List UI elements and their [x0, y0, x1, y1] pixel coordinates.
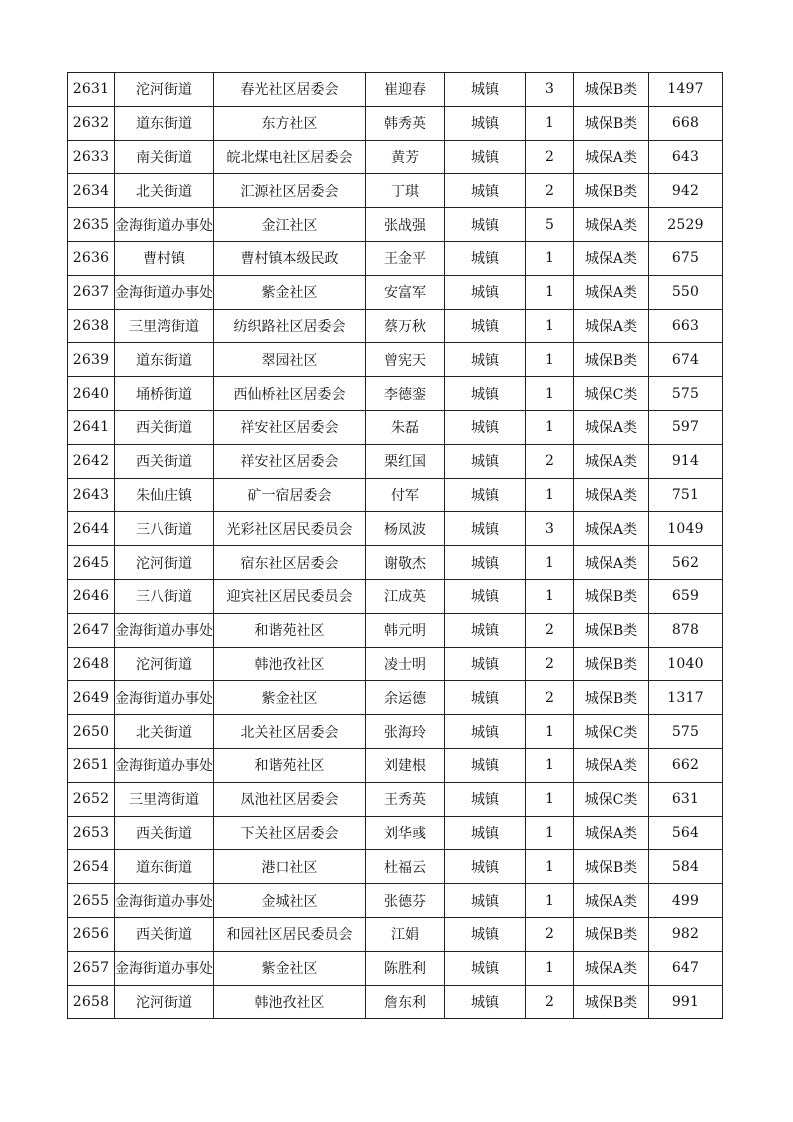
- table-row: [68, 241, 723, 275]
- name-cell: 谢敬杰: [366, 546, 445, 580]
- name-cell: 江成英: [366, 579, 445, 613]
- serial-number-cell: 2637: [68, 275, 115, 309]
- table-row: [68, 816, 723, 850]
- serial-number-cell: 2632: [68, 106, 115, 140]
- community-cell: 春光社区居委会: [214, 73, 366, 107]
- table-row: [68, 681, 723, 715]
- amount-cell: 1040: [649, 647, 723, 681]
- subdistrict-cell: 金海街道办事处: [115, 208, 214, 242]
- amount-cell: 942: [649, 174, 723, 208]
- name-cell: 陈胜利: [366, 951, 445, 985]
- category-cell: 城保C类: [574, 782, 649, 816]
- table-row: [68, 410, 723, 444]
- serial-number-cell: 2648: [68, 647, 115, 681]
- table-row: [68, 174, 723, 208]
- household-size-cell: 5: [526, 208, 574, 242]
- category-cell: 城保B类: [574, 579, 649, 613]
- area-type-cell: 城镇: [445, 174, 526, 208]
- serial-number-cell: 2645: [68, 546, 115, 580]
- subdistrict-cell: 三里湾街道: [115, 309, 214, 343]
- category-cell: 城保B类: [574, 647, 649, 681]
- amount-cell: 647: [649, 951, 723, 985]
- area-type-cell: 城镇: [445, 884, 526, 918]
- household-size-cell: 3: [526, 73, 574, 107]
- subdistrict-cell: 曹村镇: [115, 241, 214, 275]
- area-type-cell: 城镇: [445, 444, 526, 478]
- community-cell: 韩池孜社区: [214, 647, 366, 681]
- name-cell: 黄芳: [366, 140, 445, 174]
- amount-cell: 550: [649, 275, 723, 309]
- subdistrict-cell: 沱河街道: [115, 73, 214, 107]
- area-type-cell: 城镇: [445, 410, 526, 444]
- subdistrict-cell: 北关街道: [115, 715, 214, 749]
- table-row: [68, 140, 723, 174]
- category-cell: 城保C类: [574, 377, 649, 411]
- table-row: [68, 985, 723, 1019]
- table-row: [68, 275, 723, 309]
- community-cell: 皖北煤电社区居委会: [214, 140, 366, 174]
- amount-cell: 499: [649, 884, 723, 918]
- table-row: [68, 444, 723, 478]
- household-size-cell: 2: [526, 917, 574, 951]
- serial-number-cell: 2649: [68, 681, 115, 715]
- subdistrict-cell: 沱河街道: [115, 985, 214, 1019]
- serial-number-cell: 2651: [68, 748, 115, 782]
- name-cell: 栗红国: [366, 444, 445, 478]
- area-type-cell: 城镇: [445, 715, 526, 749]
- community-cell: 凤池社区居委会: [214, 782, 366, 816]
- subdistrict-cell: 金海街道办事处: [115, 613, 214, 647]
- community-cell: 北关社区居委会: [214, 715, 366, 749]
- household-size-cell: 1: [526, 546, 574, 580]
- area-type-cell: 城镇: [445, 106, 526, 140]
- subdistrict-cell: 埇桥街道: [115, 377, 214, 411]
- amount-cell: 564: [649, 816, 723, 850]
- area-type-cell: 城镇: [445, 951, 526, 985]
- household-size-cell: 1: [526, 816, 574, 850]
- subdistrict-cell: 北关街道: [115, 174, 214, 208]
- serial-number-cell: 2653: [68, 816, 115, 850]
- amount-cell: 662: [649, 748, 723, 782]
- amount-cell: 982: [649, 917, 723, 951]
- table-row: [68, 951, 723, 985]
- subdistrict-cell: 西关街道: [115, 444, 214, 478]
- serial-number-cell: 2636: [68, 241, 115, 275]
- name-cell: 朱磊: [366, 410, 445, 444]
- area-type-cell: 城镇: [445, 613, 526, 647]
- household-size-cell: 1: [526, 343, 574, 377]
- amount-cell: 575: [649, 377, 723, 411]
- area-type-cell: 城镇: [445, 681, 526, 715]
- household-size-cell: 1: [526, 478, 574, 512]
- household-size-cell: 1: [526, 884, 574, 918]
- serial-number-cell: 2646: [68, 579, 115, 613]
- serial-number-cell: 2654: [68, 850, 115, 884]
- household-size-cell: 2: [526, 985, 574, 1019]
- name-cell: 张德芬: [366, 884, 445, 918]
- name-cell: 王金平: [366, 241, 445, 275]
- amount-cell: 562: [649, 546, 723, 580]
- community-cell: 曹村镇本级民政: [214, 241, 366, 275]
- subdistrict-cell: 沱河街道: [115, 546, 214, 580]
- table-row: [68, 309, 723, 343]
- community-cell: 翠园社区: [214, 343, 366, 377]
- serial-number-cell: 2647: [68, 613, 115, 647]
- name-cell: 杜福云: [366, 850, 445, 884]
- community-cell: 迎宾社区居民委员会: [214, 579, 366, 613]
- household-size-cell: 1: [526, 748, 574, 782]
- household-size-cell: 1: [526, 579, 574, 613]
- household-size-cell: 2: [526, 681, 574, 715]
- amount-cell: 584: [649, 850, 723, 884]
- category-cell: 城保B类: [574, 850, 649, 884]
- subdistrict-cell: 三里湾街道: [115, 782, 214, 816]
- serial-number-cell: 2643: [68, 478, 115, 512]
- category-cell: 城保A类: [574, 884, 649, 918]
- community-cell: 东方社区: [214, 106, 366, 140]
- community-cell: 韩池孜社区: [214, 985, 366, 1019]
- table-row: [68, 884, 723, 918]
- name-cell: 付军: [366, 478, 445, 512]
- subdistrict-cell: 西关街道: [115, 410, 214, 444]
- serial-number-cell: 2639: [68, 343, 115, 377]
- name-cell: 杨凤波: [366, 512, 445, 546]
- household-size-cell: 2: [526, 444, 574, 478]
- name-cell: 张海玲: [366, 715, 445, 749]
- community-cell: 金城社区: [214, 884, 366, 918]
- name-cell: 蔡万秋: [366, 309, 445, 343]
- community-cell: 和谐苑社区: [214, 613, 366, 647]
- household-size-cell: 2: [526, 140, 574, 174]
- amount-cell: 631: [649, 782, 723, 816]
- community-cell: 宿东社区居委会: [214, 546, 366, 580]
- area-type-cell: 城镇: [445, 241, 526, 275]
- household-size-cell: 1: [526, 410, 574, 444]
- amount-cell: 1049: [649, 512, 723, 546]
- serial-number-cell: 2631: [68, 73, 115, 107]
- category-cell: 城保B类: [574, 174, 649, 208]
- name-cell: 曾宪天: [366, 343, 445, 377]
- household-size-cell: 1: [526, 715, 574, 749]
- amount-cell: 914: [649, 444, 723, 478]
- name-cell: 丁琪: [366, 174, 445, 208]
- name-cell: 詹东利: [366, 985, 445, 1019]
- subdistrict-cell: 朱仙庄镇: [115, 478, 214, 512]
- category-cell: 城保A类: [574, 546, 649, 580]
- area-type-cell: 城镇: [445, 309, 526, 343]
- serial-number-cell: 2638: [68, 309, 115, 343]
- table-row: [68, 208, 723, 242]
- amount-cell: 675: [649, 241, 723, 275]
- area-type-cell: 城镇: [445, 850, 526, 884]
- name-cell: 刘华彧: [366, 816, 445, 850]
- category-cell: 城保A类: [574, 410, 649, 444]
- area-type-cell: 城镇: [445, 478, 526, 512]
- household-size-cell: 1: [526, 241, 574, 275]
- area-type-cell: 城镇: [445, 917, 526, 951]
- serial-number-cell: 2633: [68, 140, 115, 174]
- community-cell: 金江社区: [214, 208, 366, 242]
- beneficiary-table: [67, 72, 723, 1019]
- subdistrict-cell: 三八街道: [115, 512, 214, 546]
- amount-cell: 2529: [649, 208, 723, 242]
- name-cell: 张战强: [366, 208, 445, 242]
- community-cell: 和谐苑社区: [214, 748, 366, 782]
- area-type-cell: 城镇: [445, 985, 526, 1019]
- category-cell: 城保A类: [574, 512, 649, 546]
- household-size-cell: 1: [526, 782, 574, 816]
- community-cell: 紫金社区: [214, 275, 366, 309]
- serial-number-cell: 2655: [68, 884, 115, 918]
- community-cell: 和园社区居民委员会: [214, 917, 366, 951]
- category-cell: 城保A类: [574, 309, 649, 343]
- subdistrict-cell: 道东街道: [115, 106, 214, 140]
- community-cell: 港口社区: [214, 850, 366, 884]
- household-size-cell: 2: [526, 613, 574, 647]
- amount-cell: 878: [649, 613, 723, 647]
- subdistrict-cell: 金海街道办事处: [115, 951, 214, 985]
- community-cell: 祥安社区居委会: [214, 410, 366, 444]
- community-cell: 汇源社区居委会: [214, 174, 366, 208]
- community-cell: 紫金社区: [214, 681, 366, 715]
- table-body: [68, 73, 723, 1019]
- name-cell: 余运德: [366, 681, 445, 715]
- name-cell: 李德銮: [366, 377, 445, 411]
- category-cell: 城保A类: [574, 478, 649, 512]
- subdistrict-cell: 金海街道办事处: [115, 275, 214, 309]
- area-type-cell: 城镇: [445, 208, 526, 242]
- area-type-cell: 城镇: [445, 343, 526, 377]
- category-cell: 城保A类: [574, 140, 649, 174]
- amount-cell: 1317: [649, 681, 723, 715]
- serial-number-cell: 2658: [68, 985, 115, 1019]
- amount-cell: 991: [649, 985, 723, 1019]
- table-row: [68, 377, 723, 411]
- serial-number-cell: 2641: [68, 410, 115, 444]
- household-size-cell: 1: [526, 377, 574, 411]
- category-cell: 城保B类: [574, 917, 649, 951]
- area-type-cell: 城镇: [445, 73, 526, 107]
- subdistrict-cell: 三八街道: [115, 579, 214, 613]
- category-cell: 城保B类: [574, 343, 649, 377]
- area-type-cell: 城镇: [445, 647, 526, 681]
- area-type-cell: 城镇: [445, 140, 526, 174]
- name-cell: 江娟: [366, 917, 445, 951]
- name-cell: 王秀英: [366, 782, 445, 816]
- name-cell: 韩元明: [366, 613, 445, 647]
- category-cell: 城保C类: [574, 715, 649, 749]
- category-cell: 城保A类: [574, 444, 649, 478]
- household-size-cell: 1: [526, 309, 574, 343]
- serial-number-cell: 2650: [68, 715, 115, 749]
- community-cell: 下关社区居委会: [214, 816, 366, 850]
- name-cell: 凌士明: [366, 647, 445, 681]
- area-type-cell: 城镇: [445, 782, 526, 816]
- household-size-cell: 1: [526, 850, 574, 884]
- table-row: [68, 73, 723, 107]
- table-row: [68, 512, 723, 546]
- household-size-cell: 2: [526, 647, 574, 681]
- category-cell: 城保B类: [574, 985, 649, 1019]
- name-cell: 安富军: [366, 275, 445, 309]
- area-type-cell: 城镇: [445, 748, 526, 782]
- household-size-cell: 3: [526, 512, 574, 546]
- amount-cell: 659: [649, 579, 723, 613]
- subdistrict-cell: 金海街道办事处: [115, 884, 214, 918]
- amount-cell: 663: [649, 309, 723, 343]
- community-cell: 纺织路社区居委会: [214, 309, 366, 343]
- category-cell: 城保B类: [574, 681, 649, 715]
- table-row: [68, 647, 723, 681]
- serial-number-cell: 2635: [68, 208, 115, 242]
- community-cell: 光彩社区居民委员会: [214, 512, 366, 546]
- table-row: [68, 343, 723, 377]
- amount-cell: 751: [649, 478, 723, 512]
- category-cell: 城保A类: [574, 208, 649, 242]
- area-type-cell: 城镇: [445, 579, 526, 613]
- category-cell: 城保A类: [574, 241, 649, 275]
- subdistrict-cell: 南关街道: [115, 140, 214, 174]
- area-type-cell: 城镇: [445, 512, 526, 546]
- table-row: [68, 579, 723, 613]
- table-row: [68, 748, 723, 782]
- household-size-cell: 1: [526, 951, 574, 985]
- serial-number-cell: 2640: [68, 377, 115, 411]
- subdistrict-cell: 西关街道: [115, 917, 214, 951]
- subdistrict-cell: 金海街道办事处: [115, 681, 214, 715]
- category-cell: 城保B类: [574, 613, 649, 647]
- amount-cell: 668: [649, 106, 723, 140]
- name-cell: 崔迎春: [366, 73, 445, 107]
- household-size-cell: 1: [526, 275, 574, 309]
- subdistrict-cell: 金海街道办事处: [115, 748, 214, 782]
- serial-number-cell: 2652: [68, 782, 115, 816]
- area-type-cell: 城镇: [445, 377, 526, 411]
- amount-cell: 575: [649, 715, 723, 749]
- serial-number-cell: 2644: [68, 512, 115, 546]
- name-cell: 韩秀英: [366, 106, 445, 140]
- name-cell: 刘建根: [366, 748, 445, 782]
- household-size-cell: 2: [526, 174, 574, 208]
- community-cell: 西仙桥社区居委会: [214, 377, 366, 411]
- table-row: [68, 850, 723, 884]
- area-type-cell: 城镇: [445, 546, 526, 580]
- category-cell: 城保A类: [574, 748, 649, 782]
- category-cell: 城保A类: [574, 275, 649, 309]
- amount-cell: 597: [649, 410, 723, 444]
- table-row: [68, 782, 723, 816]
- table-row: [68, 106, 723, 140]
- household-size-cell: 1: [526, 106, 574, 140]
- category-cell: 城保A类: [574, 951, 649, 985]
- table-row: [68, 715, 723, 749]
- category-cell: 城保B类: [574, 73, 649, 107]
- area-type-cell: 城镇: [445, 275, 526, 309]
- area-type-cell: 城镇: [445, 816, 526, 850]
- serial-number-cell: 2656: [68, 917, 115, 951]
- serial-number-cell: 2642: [68, 444, 115, 478]
- table-row: [68, 917, 723, 951]
- subdistrict-cell: 道东街道: [115, 343, 214, 377]
- subdistrict-cell: 道东街道: [115, 850, 214, 884]
- subdistrict-cell: 沱河街道: [115, 647, 214, 681]
- amount-cell: 674: [649, 343, 723, 377]
- amount-cell: 643: [649, 140, 723, 174]
- community-cell: 紫金社区: [214, 951, 366, 985]
- amount-cell: 1497: [649, 73, 723, 107]
- table-row: [68, 546, 723, 580]
- category-cell: 城保A类: [574, 816, 649, 850]
- community-cell: 祥安社区居委会: [214, 444, 366, 478]
- table-row: [68, 478, 723, 512]
- community-cell: 矿一宿居委会: [214, 478, 366, 512]
- category-cell: 城保B类: [574, 106, 649, 140]
- subdistrict-cell: 西关街道: [115, 816, 214, 850]
- serial-number-cell: 2657: [68, 951, 115, 985]
- serial-number-cell: 2634: [68, 174, 115, 208]
- table-row: [68, 613, 723, 647]
